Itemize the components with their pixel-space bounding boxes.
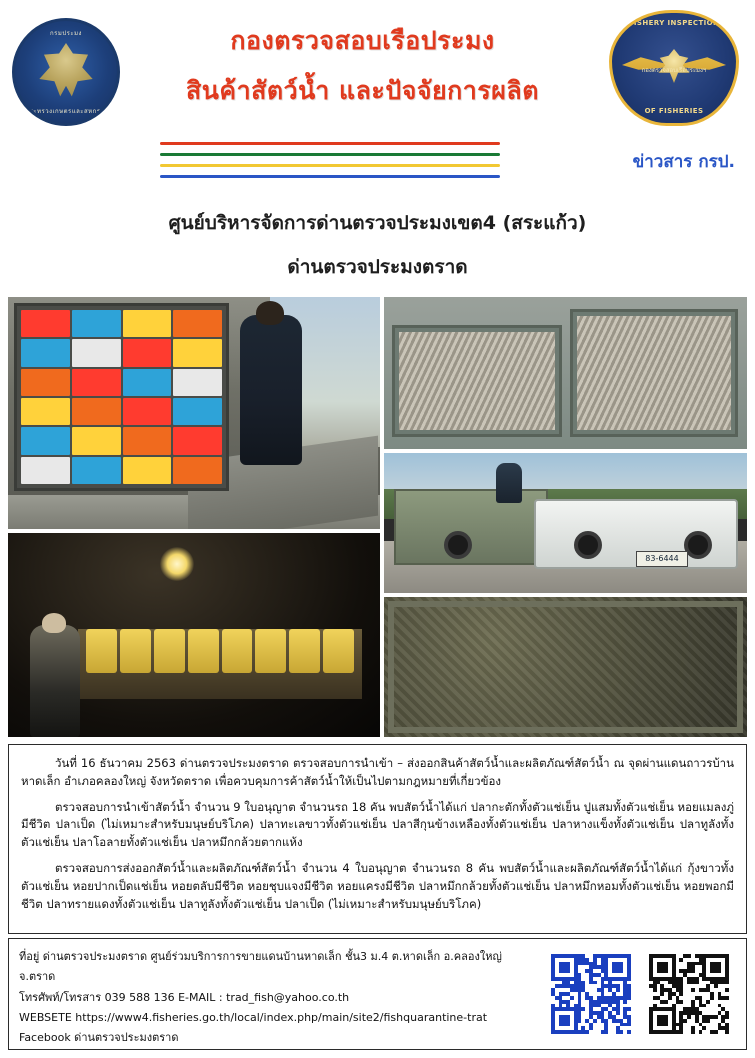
- photo-fish-in-bins-top: [384, 297, 747, 449]
- subtitle-center-name: ศูนย์บริหารจัดการด่านตรวจประมงเขต4 (สระแก้ว): [168, 212, 587, 234]
- photo-c-wheel-1: [444, 531, 472, 559]
- photo-c-license-plate: 83-6444: [636, 551, 688, 567]
- rule-blue: [160, 175, 500, 178]
- rule-red: [160, 142, 500, 145]
- contact-facebook[interactable]: Facebook ด่านตรวจประมงตราด: [19, 1031, 179, 1045]
- emblem-ring-mid-text: กองตรวจสอบเรือประมงฯ: [641, 67, 707, 74]
- qr-code-website[interactable]: [548, 951, 634, 1037]
- photo-a-inspector: [240, 315, 302, 465]
- seal-ring-bottom-text: กระทรวงเกษตรและสหกรณ์: [25, 108, 107, 115]
- title-line-2: สินค้าสัตว์น้ำ และปัจจัยการผลิต: [186, 75, 539, 105]
- department-of-fisheries-seal-icon: [12, 18, 120, 126]
- fishery-inspection-emblem-icon: [609, 10, 739, 126]
- photo-c-wheel-2: [574, 531, 602, 559]
- photo-a2-lamp-glow: [160, 547, 194, 581]
- contact-text-block: [19, 947, 519, 1049]
- seal-emblem-shape: [37, 43, 95, 101]
- decorative-rule-group: [160, 142, 500, 186]
- contact-footer: [8, 938, 747, 1050]
- report-paragraph-2: ตรวจสอบการนำเข้าสัตว์น้ำ จำนวน 9 ใบอนุญาต จำนวนรถ 18 คัน พบสัตว์น้ำได้แก่ ปลากะตักทั้งตัวแช่เย็น ปูแสมทั้งตัวแช่เย็น หอยแมลงภู่มีชีวิต ปลาเป็ด (ไม่เหมาะสำหรับมนุษย์บริโภค) ปลาทะเลขาวทั้งตัวแช่เย็น ปลาสีกุนข้างเหลืองทั้งตัวแช่เย็น ปลาหางแข็งทั้งตัวแช่เย็น ปลาทูลังทั้งตัวแช่เย็น ปลาโอลายทั้งตัวแช่เย็น ปลาหมึกกล้วยตากแห้ง: [21, 799, 734, 850]
- rule-green: [160, 153, 500, 156]
- contact-address: ที่อยู่ ด่านตรวจประมงตราด ศูนย์ร่วมบริการการขายแดนบ้านหาดเล็ก ชั้น3 ม.4 ต.หาดเล็ก อ.คลองใหญ่ จ.ตราด: [19, 950, 502, 984]
- photo-a2-officer: [30, 625, 80, 737]
- photo-b-bin-right: [570, 309, 738, 437]
- qr-code-facebook-grid: [649, 954, 729, 1034]
- subtitle-checkpoint-name: ด่านตรวจประมงตราด: [287, 256, 468, 278]
- emblem-shield-shape: [609, 10, 739, 126]
- report-paragraph-1: วันที่ 16 ธันวาคม 2563 ด่านตรวจประมงตราด ตรวจสอบการนำเข้า – ส่งออกสินค้าสัตว์น้ำและผลิตภัณฑ์สัตว์น้ำ ณ จุดผ่านแดนถาวรบ้านหาดเล็ก อำเภอคลองใหญ่ จังหวัดตราด เพื่อควบคุมการค้าสัตว์น้ำให้เป็นไปตามกฎหมายที่เกี่ยวข้อง: [21, 756, 734, 788]
- seal-ring-top-text: กรมประมง: [50, 30, 82, 37]
- photo-c-wheel-3: [684, 531, 712, 559]
- report-body: [8, 744, 747, 934]
- photo-a-crate-stack: [14, 303, 229, 491]
- poster-title-block: [120, 22, 605, 109]
- photo-c-cargo-bed: [394, 489, 548, 565]
- title-line-1: กองตรวจสอบเรือประมง: [230, 26, 495, 55]
- photo-isuzu-truck-with-cargo: [384, 453, 747, 593]
- photo-grid: [8, 297, 747, 737]
- qr-code-website-grid: [551, 954, 631, 1034]
- contact-website[interactable]: WEBSETE https://www4.fisheries.go.th/local/index.php/main/site2/fishquarantine-trat: [19, 1011, 488, 1025]
- photo-a2-sack-row: [86, 629, 354, 673]
- photo-d-tray-border: [388, 601, 743, 733]
- photo-b-fish-mass-left: [399, 332, 555, 430]
- photo-b-bin-left: [392, 325, 562, 437]
- emblem-ring-top-text: FISHERY INSPECTION: [628, 19, 720, 27]
- photo-b-fish-mass-right: [577, 316, 731, 430]
- report-paragraph-3: ตรวจสอบการส่งออกสัตว์น้ำและผลิตภัณฑ์สัตว์น้ำ จำนวน 4 ใบอนุญาต จำนวนรถ 8 คัน พบสัตว์น้ำและผลิตภัณฑ์สัตว์น้ำได้แก่ กุ้งขาวทั้งตัวแช่เย็น หอยปากเป็ดแช่เย็น หอยตลับมีชีวิต หอยชุบแจงมีชีวิต หอยแครงมีชีวิต ปลาหมึกกล้วยทั้งตัวแช่เย็น ปลาหมึกหอมทั้งตัวแช่เย็น หอยพอกมีชีวิต ปลาทรายแดงทั้งตัวแช่เย็น ปลาทูลังทั้งตัวแช่เย็น ปลาเป็ด (ไม่เหมาะสำหรับมนุษย์บริโภค): [21, 861, 734, 911]
- photo-c-person-on-cargo: [496, 463, 522, 503]
- poster-header: [0, 0, 755, 200]
- photo-night-inspection-yellow-sacks: [8, 533, 380, 737]
- rule-yellow: [160, 164, 500, 167]
- contact-phone-email: โทรศัพท์/โทรสาร 039 588 136 E-MAIL : trad_fish@yahoo.co.th: [19, 990, 350, 1004]
- qr-code-facebook[interactable]: [646, 951, 732, 1037]
- photo-dried-seafood-tray: [384, 597, 747, 737]
- news-tag-label: ข่าวสาร กรป.: [632, 152, 735, 172]
- emblem-ring-bottom-text: OF FISHERIES: [644, 107, 704, 115]
- photo-container-inspection-colored-crates: [8, 297, 380, 529]
